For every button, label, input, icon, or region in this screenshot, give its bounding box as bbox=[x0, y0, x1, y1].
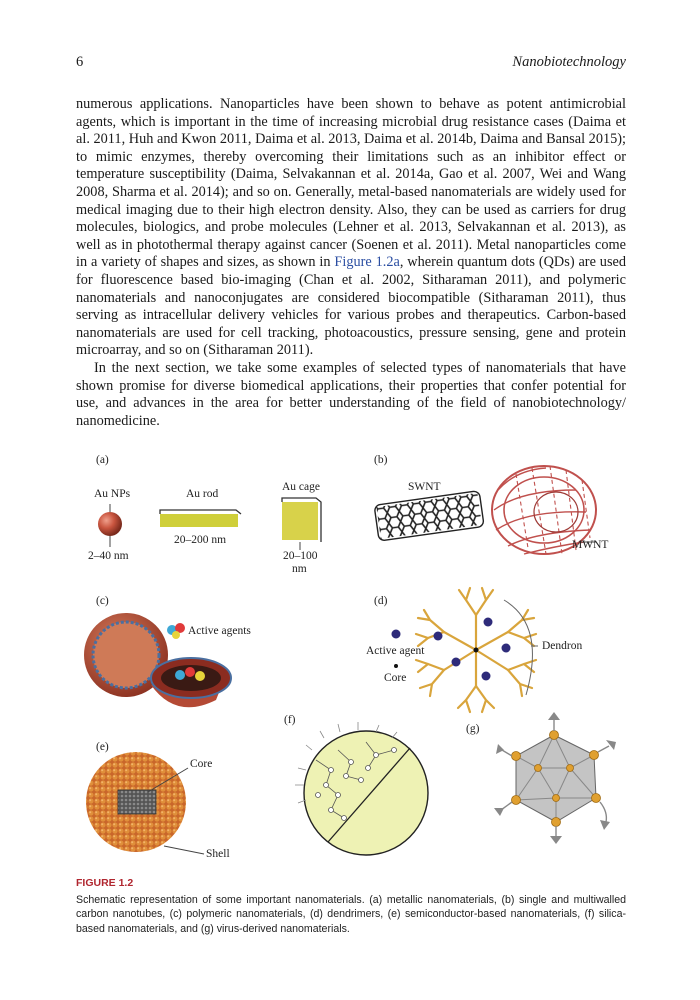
au-cage-label: Au cage bbox=[282, 481, 320, 493]
qd-shell-leader bbox=[164, 846, 204, 854]
active-agent-legend-icon bbox=[392, 630, 401, 639]
panel-a-tag: (a) bbox=[96, 454, 109, 466]
au-rod-size-label: 20–200 nm bbox=[174, 534, 227, 546]
figure-illustration bbox=[76, 450, 626, 870]
active-agents-label: Active agents bbox=[188, 625, 251, 637]
dendrimer-core-dot bbox=[474, 648, 479, 653]
active-agent-label: Active agent bbox=[366, 645, 425, 657]
swnt-nanotube-icon bbox=[374, 491, 484, 541]
qd-core-label: Core bbox=[190, 758, 213, 770]
panel-b-tag: (b) bbox=[374, 454, 388, 466]
dendrimer-agent-3 bbox=[452, 658, 461, 667]
panel-c-polymeric-nanomaterials bbox=[84, 595, 251, 707]
panel-d-dendrimers bbox=[366, 588, 582, 712]
dendrimer-agent-1 bbox=[484, 618, 493, 627]
panel-f-silica-nanomaterials bbox=[284, 714, 428, 855]
active-agent-red-icon bbox=[185, 667, 195, 677]
dendron-label: Dendron bbox=[542, 640, 583, 652]
paragraph-1-part-1: numerous applications. Nanoparticles have been shown to behave as potent antimicrobial agents, which is important in the time of increasing microbial drug resistance cases (Daima et al. 2011, Huh and Kwon 2011, Daima et al. 2013, Daima et al. 2014b, Daima and Bansal 2015); to mimic enzymes, thereby overcoming their limitations such as an inhibitor effect or temperature susceptibility (Daima, Selvakannan et al. 2014a, Gao et al. 2007, Wei and Wang 2008, Sharma et al. 2014); and so on. Generally, metal-based nanomaterials are widely used for medical imaging due to their high electron density. Also, they can be used as carriers for drug molecules, biologics, and probe molecules (Lehner et al. 2013, Selvakannan et al. 2013), as well as in photothermal therapy against cancer (Soenen et al. 2011). Metal nanoparticles come in a variety of shapes and sizes, as shown in bbox=[76, 96, 626, 271]
panel-f-tag: (f) bbox=[284, 714, 296, 726]
active-agent-cyan-icon bbox=[175, 670, 185, 680]
core-legend-icon bbox=[394, 664, 398, 668]
paragraph-1-part-2: , wherein quantum dots (QDs) are used for fluorescence based bio-imaging (Chan et al. 2002, Sitharaman 2011), and polymeric nanomaterials and nanoconjugates are considered biocompatible (Sitharaman 2011), thus serving as intracellular delivery vehicles for various probes and therapeutics. Carbon-based nanomaterials are used for cell tracking, photoacoustics, pressure sensing, gene and protein microarray, and so on (Sitharaman 2011). bbox=[76, 254, 626, 359]
qd-shell-label: Shell bbox=[206, 848, 230, 860]
legend-agent-yellow-icon bbox=[172, 631, 180, 639]
au-nps-size-label: 2–40 nm bbox=[88, 550, 129, 562]
figure-caption-text: Schematic representation of some important nanomaterials. (a) metallic nanomaterials, (b) single and multiwalled carbon nanotubes, (c) polymeric nanomaterials, (d) dendrimers, (e) semiconductor-based nanomaterials, (f) silica-based nanomaterials, and (g) virus-derived nanomaterials. bbox=[76, 893, 626, 935]
page-number: 6 bbox=[76, 54, 84, 70]
panel-e-tag: (e) bbox=[96, 741, 109, 753]
gold-nanoparticle-icon bbox=[98, 512, 122, 536]
figure-caption bbox=[76, 876, 626, 936]
dendrimer-agent-4 bbox=[482, 672, 491, 681]
gold-nanorod-edge bbox=[160, 510, 241, 514]
panel-c-tag: (c) bbox=[96, 595, 109, 607]
figure-1-2 bbox=[76, 450, 626, 870]
running-head bbox=[76, 54, 626, 74]
gold-nanorod-icon bbox=[160, 514, 238, 527]
figure-reference-link[interactable]: Figure 1.2a bbox=[334, 254, 400, 271]
au-nps-label: Au NPs bbox=[94, 488, 131, 500]
body-text bbox=[76, 96, 626, 430]
quantum-dot-core-icon bbox=[118, 790, 156, 814]
virus-capsid-icon bbox=[516, 735, 596, 822]
panel-a-metallic-nanomaterials bbox=[88, 454, 321, 575]
dendrimer-core-label: Core bbox=[384, 672, 407, 684]
paragraph-1 bbox=[76, 96, 626, 360]
figure-label: FIGURE 1.2 bbox=[76, 877, 134, 889]
swnt-label: SWNT bbox=[408, 481, 441, 493]
panel-b-carbon-nanotubes bbox=[374, 454, 608, 554]
active-agent-yellow-icon bbox=[195, 671, 205, 681]
polymeric-shell-inner bbox=[93, 622, 159, 688]
panel-g-tag: (g) bbox=[466, 723, 480, 735]
dendrimer-agent-2 bbox=[502, 644, 511, 653]
dendrimer-agent-5 bbox=[434, 632, 443, 641]
au-cage-size-line-1: 20–100 bbox=[283, 550, 318, 562]
gold-nanocage-icon bbox=[282, 502, 318, 540]
panel-g-virus-derived-nanomaterials bbox=[466, 712, 616, 844]
paragraph-2: In the next section, we take some examples of selected types of nanomaterials that have shown promise for diverse biomedical applications, their properties that confer potential for use, and advances in the area for better understanding of the field of nanobiotechnology/ nanomedicine. bbox=[76, 359, 626, 429]
au-rod-label: Au rod bbox=[186, 488, 219, 500]
panel-e-semiconductor-nanomaterials bbox=[86, 741, 230, 860]
mwnt-label: MWNT bbox=[572, 539, 609, 551]
au-cage-size-line-2: nm bbox=[292, 563, 307, 575]
panel-d-tag: (d) bbox=[374, 595, 388, 607]
book-title: Nanobiotechnology bbox=[512, 54, 626, 70]
